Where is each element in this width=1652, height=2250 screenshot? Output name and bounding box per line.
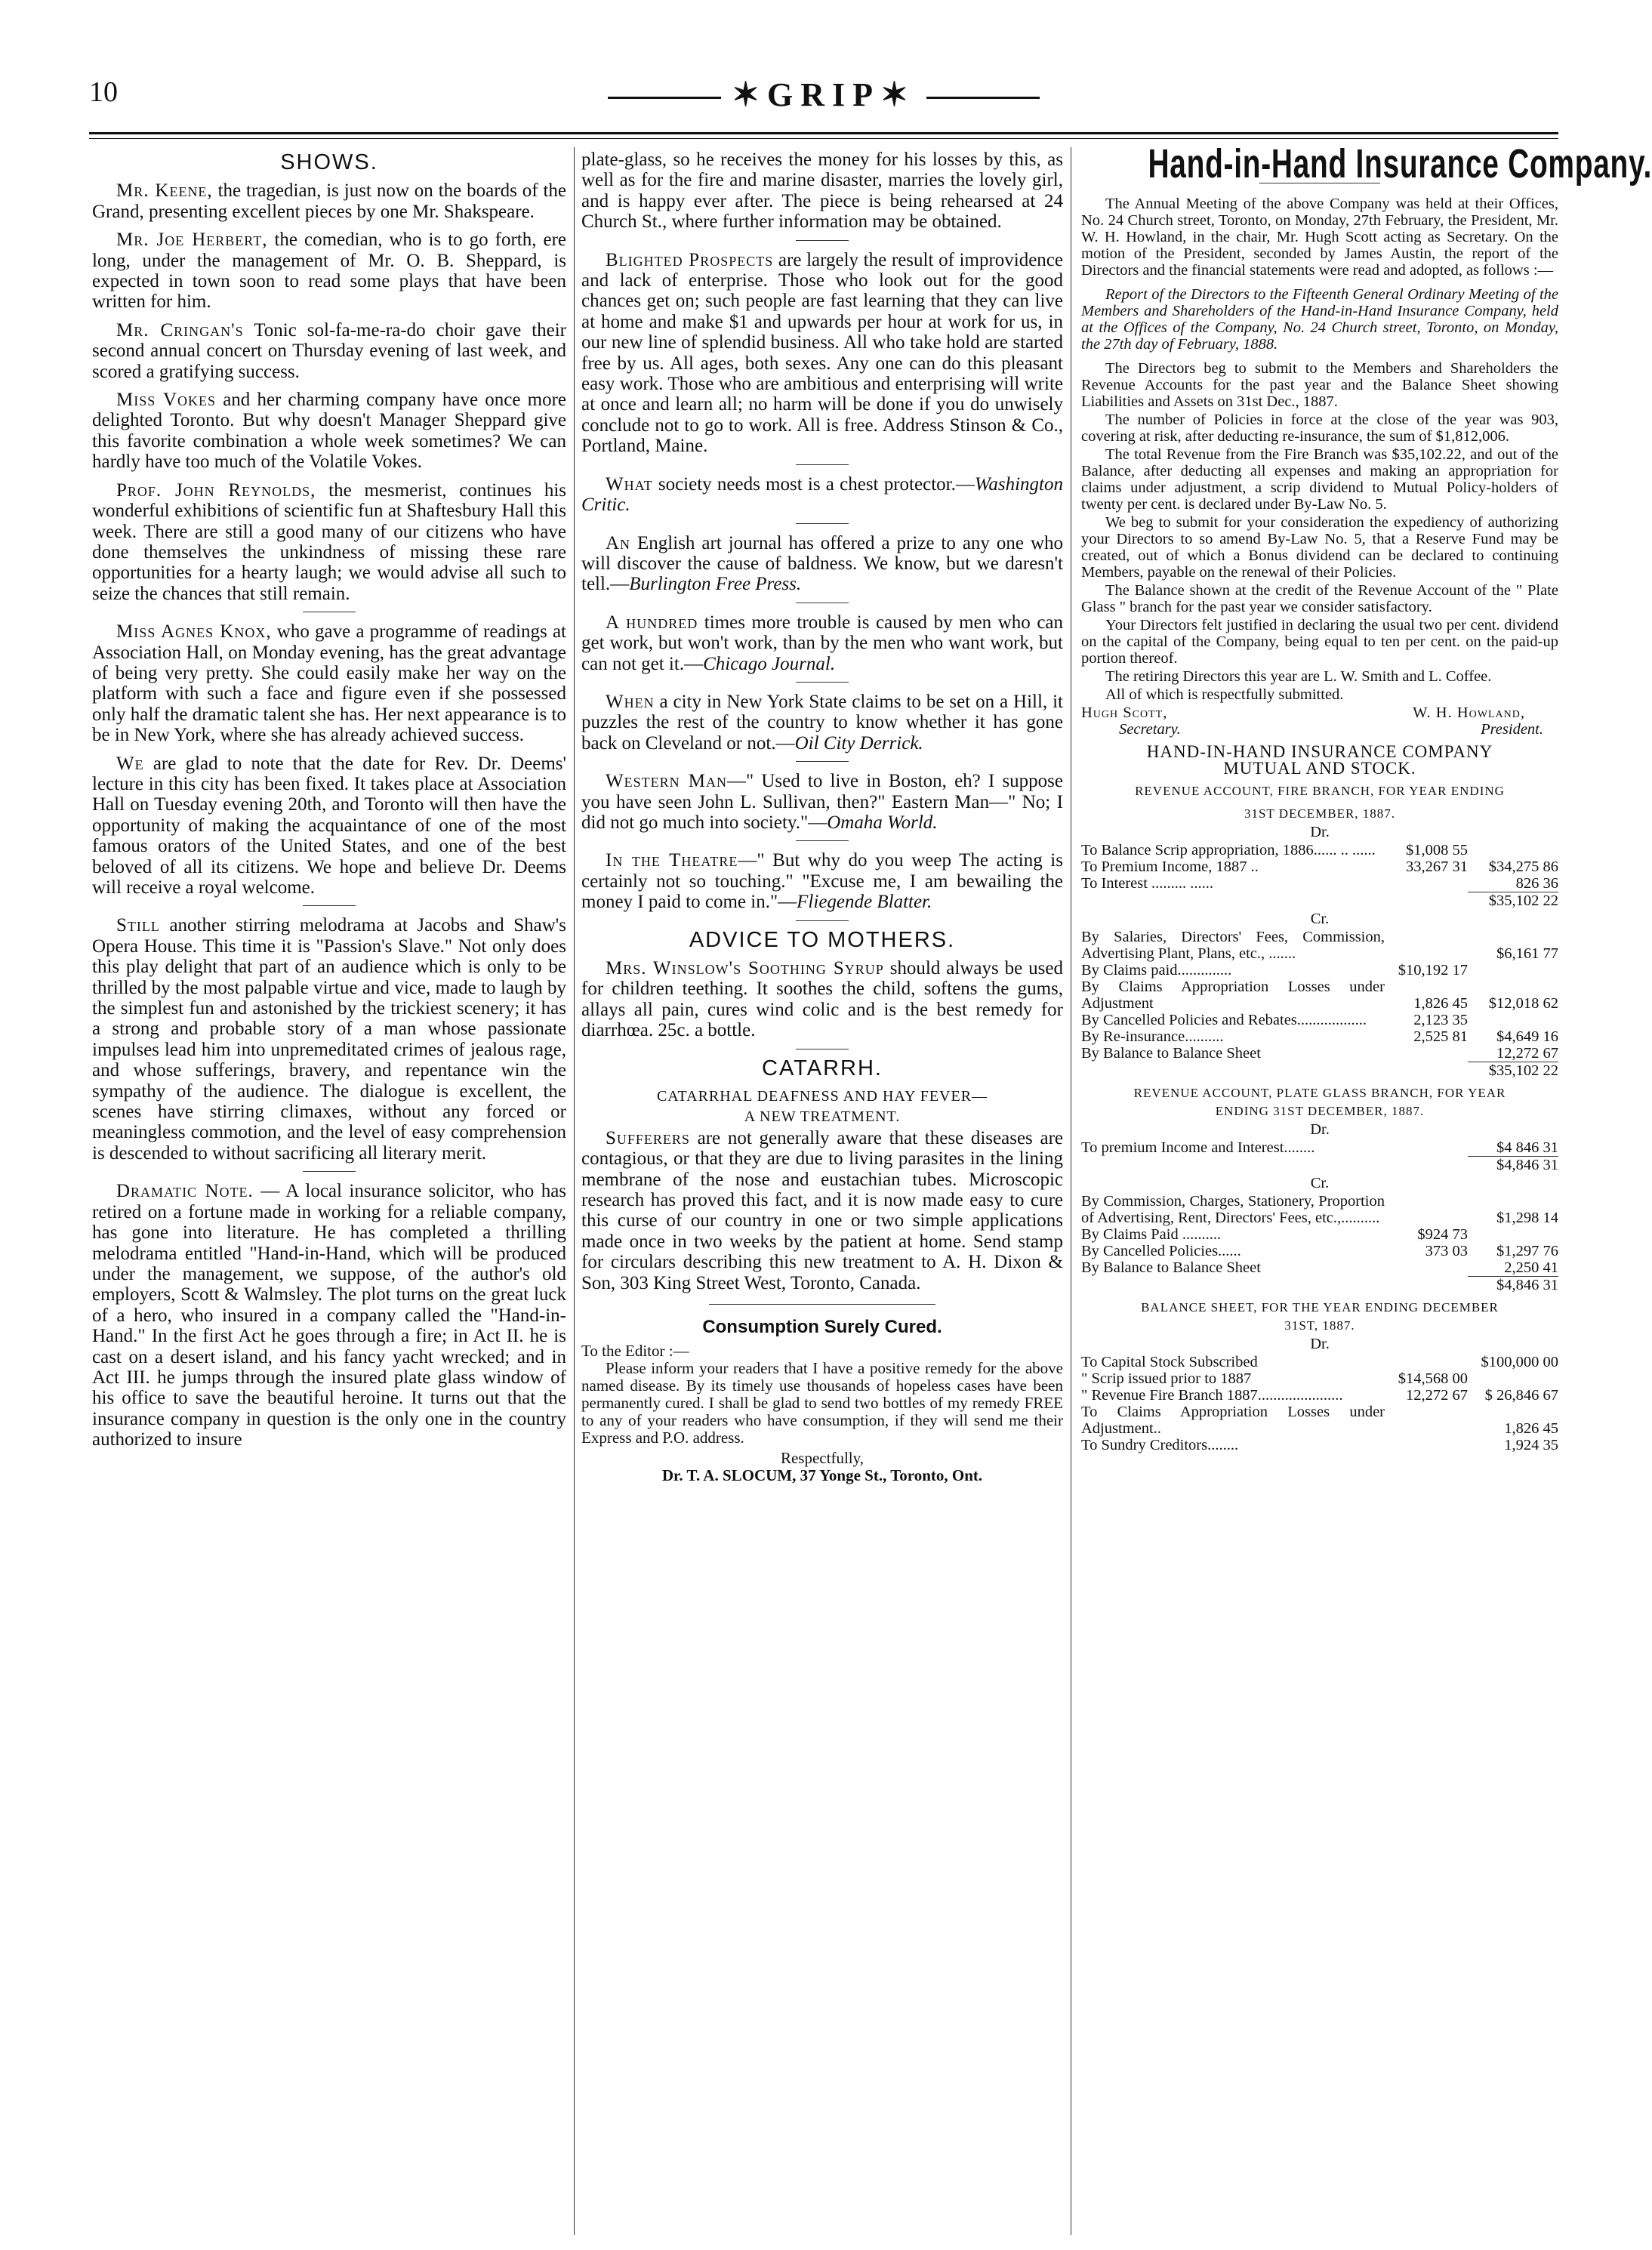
account-row-label: By Claims Paid .......... [1081,1226,1222,1243]
glass-dr-label: Dr. [1310,1121,1330,1138]
divider [303,905,356,906]
account-row [1081,1028,1558,1045]
account-row-label: By Claims paid.............. [1081,962,1232,979]
consumption-text: Please inform your readers that I have a positive remedy for the above named disease. By its timely use thousands of hopeless cases have been permanently cured. I shall be glad to send two bottles of my remedy FREE to any of your readers who have consumption, if they will send me their Express and P.O. address. [581,1358,1063,1447]
account-row-total: 1,924 35 [1504,1437,1558,1453]
divider [796,840,849,841]
company-subtitle: MUTUAL AND STOCK. [1223,759,1416,778]
account-row [1081,842,1558,858]
article-still: Still another stirring melodrama at Jacobs and Shaw's Opera House. This time it is "Passion's Slave." Not only does this play delight that part of an audience which is only to be thrilled by the most palpable virtue and vice, made to laugh by the simplest fun and astonished by the trickiest scenery; it has a strong and probable story of a man whose passionate impulses lead him into unpremeditated crimes of jealous rage, and whose sufferings, bravery, and repentance win the sympathy of the audience. The dialogue is excellent, the scenes have stirring climaxes, without any forced or meaningless commotion, and the level of easy comprehension is descended to without sacrificing all literary merit. [92,915,566,1164]
divider [796,682,849,683]
account-row-total: $4 846 31 [1496,1139,1558,1156]
account-row [1081,1045,1558,1062]
article-dramatic-note: Dramatic Note. — A local insurance solicitor, who has retired on a fortune made in working for a reliable company, has gone into literature. He has completed a thrilling melodrama entitled "Hand-in-Hand, which will be produced under the management, we suppose, of the author's old employers, Scott & Walmsley. The plot turns on the great luck of a hero, who insured in a company called the "Hand-in-Hand." In the first Act he goes through a fire; in Act II. he is cast on a desert island, and his fancy yacht wrecked; and in Act III. he jumps through the insured plate glass window of his office to save the beautiful heroine. It turns out that the insurance company in question is the only one in the country authorized to insure [92,1181,567,1450]
divider [796,761,849,762]
report-para-4: We beg to submit for your consideration the expediency of authorizing your Directors to so amend By-Law No. 5, that a Reserve Fund may be created, out of which a Bonus dividend can be declared to continuing Members, payable on the renewal of their Policies. [1081,514,1558,581]
article-hundred: A hundred times more trouble is caused by men who can get work, but won't work, than by the men who want work, but can not get it.—Chicago Journal. [581,612,1064,674]
account-row-label: To Premium Income, 1887 .. [1081,858,1259,875]
article-blighted: Blighted Prospects are largely the result of improvidence and lack of enterprise. Those who look out for the good chances get on; such people are fast learning that they can live at home and make $1 and upwards per hour at work for us, in our new line of splendid business. All who take hold are started free by us. All ages, both sexes. Any one can do this pleasant easy work. Those who are ambitious and enterprising will write at once and learn all; no harm will be done if you do unwisely conclude not to go to work. All is free. Address Stinson & Co., Portland, Maine. [581,249,1064,457]
account-row-amount: 2,123 35 [1413,1012,1468,1028]
article-continued: plate-glass, so he receives the money for his losses by this, as well as for the fire and marine disaster, marries the lovely girl, and is happy ever after. The piece is being rehearsed at 24 Church St., where further information may be obtained. [581,149,1063,233]
divider [796,464,849,465]
account-row-label: By Cancelled Policies...... [1081,1243,1241,1259]
article-herbert: Mr. Joe Herbert, the comedian, who is to go forth, ere long, under the management of Mr. O. B. Sheppard, is expected in town soon to read some plays that have been written for him. [92,230,567,313]
divider [796,920,849,921]
account-row-label: By Re-insurance.......... [1081,1028,1224,1045]
article-vokes: Miss Vokes and her charming company have once more delighted Toronto. But why doesn't Manager Sheppard give this favorite combination a whole week sometimes? We can hardly have too much of the Volatile Vokes. [92,390,566,473]
account-row-total: $35,102 22 [1468,1062,1558,1079]
account-row-total: $1,297 76 [1496,1243,1558,1259]
report-para-2: The number of Policies in force at the close of the year was 903, covering at risk, after deducting re-insurance, the sum of $1,812,006. [1081,411,1558,445]
account-row [1081,1276,1558,1293]
insurance-heading: Hand-in-Hand Insurance Company. [1148,141,1652,186]
account-row-label: " Revenue Fire Branch 1887...................... [1081,1387,1343,1404]
account-row [1081,1354,1558,1370]
glass-account-credits [1081,1193,1558,1293]
fire-dr-label: Dr. [1310,824,1330,840]
account-row-total: $34,275 86 [1488,858,1558,875]
header-rule-thin [89,138,1558,139]
account-row-label: To premium Income and Interest........ [1081,1139,1315,1156]
account-row-label: By Balance to Balance Sheet [1081,1259,1261,1276]
account-row-total: $100,000 00 [1481,1354,1558,1370]
account-row [1081,875,1558,892]
catarrh-heading: CATARRH. [762,1056,883,1080]
article-knox: Miss Agnes Knox, who gave a programme of readings at Association Hall, on Monday evening, has the great advantage of being very pretty. She could easily make her way on the platform with such a face and figure even if she possessed only half the dramatic talent she has. Her next appearance is to be in New York, where she has already achieved success. [92,621,567,746]
consumption-signature: Dr. T. A. SLOCUM, 37 Yonge St., Toronto, Ont. [661,1466,983,1484]
account-row-label: To Sundry Creditors........ [1081,1437,1239,1453]
signature-president: W. H. Howland, President. [1413,704,1543,738]
article-deems: We are glad to note that the date for Rev. Dr. Deems' lecture in this city has been fixed. It takes place at Association Hall on Tuesday evening 20th, and Toronto will then have the opportunity of making the acquaintance of one of the most famous orators of the United States, and one of the best beloved of all its citizens. We hope and believe Dr. Deems will receive a royal welcome. [92,753,566,898]
account-row-label: By Balance to Balance Sheet [1081,1045,1261,1062]
catarrh-subheading: CATARRHAL DEAFNESS AND HAY FEVER— [656,1088,988,1105]
divider [709,1304,935,1305]
report-title: Report of the Directors to the Fifteenth General Ordinary Meeting of the Members and Shareholders of the Hand-in-Hand Insurance Company, held at the Offices of the Company, No. 24 Church street, Toronto, on Monday, the 27th day of February, 1888. [1081,286,1558,353]
article-theatre: In the Theatre—" But why do you weep The acting is certainly not so touching." "Excuse me, I am bewailing the money I paid to come in."—Fliegende Blatter. [581,850,1063,913]
report-para-1: The Directors beg to submit to the Members and Shareholders the Revenue Accounts for the past year and the Balance Sheet showing Liabilities and Assets on 31st Dec., 1887. [1081,360,1558,410]
account-row-total: $35,102 22 [1468,892,1558,909]
account-row-amount: $14,568 00 [1398,1370,1468,1387]
advice-heading: ADVICE TO MOTHERS. [689,927,956,952]
account-row [1081,1259,1558,1276]
account-row [1081,1437,1558,1453]
account-row [1081,962,1558,979]
page-header [89,76,1558,136]
account-row-label: To Interest ......... ...... [1081,875,1214,892]
account-row-label: To Claims Appropriation Losses under Adjustment.. [1081,1404,1385,1437]
divider [303,1171,356,1172]
account-row-total: $4,846 31 [1468,1156,1558,1173]
account-row [1081,1062,1558,1079]
consumption-close: Respectfully, [780,1448,865,1467]
account-row-total: 1,826 45 [1504,1420,1558,1437]
report-para-7: The retiring Directors this year are L. W. Smith and L. Coffee. [1105,668,1492,685]
account-row [1081,979,1558,1012]
masthead: ✶GRIP✶ [89,76,1558,114]
account-row [1081,1370,1558,1387]
catarrh-subheading-2: A NEW TREATMENT. [744,1108,901,1126]
article-an: An English art journal has offered a prize to any one who will discover the cause of baldness. We know, but we daresn't tell.—Burlington Free Press. [581,532,1063,595]
balance-sheet-title-2: 31ST, 1887. [1284,1318,1355,1333]
article-reynolds: Prof. John Reynolds, the mesmerist, continues his wonderful exhibitions of scientific fun at Shaftesbury Hall this week. There are still a good many of our citizens who have done themselves the unkindness of missing these rare opportunities for a hearty laugh; we would advise all such to seize the chances that still remain. [92,479,566,604]
account-row-total: $1,298 14 [1496,1210,1558,1226]
account-row-label: By Claims Appropriation Losses under Adjustment [1081,979,1385,1012]
section-heading: SHOWS. [280,150,378,174]
report-para-3: The total Revenue from the Fire Branch was $35,102.22, and out of the Balance, after deducting all expenses and making an appropriation for claims under adjustment, a scrip dividend to Mutual Policy-holders of twenty per cent. is declared under By-Law No. 5. [1081,446,1558,513]
account-row-label: To Capital Stock Subscribed [1081,1354,1258,1370]
article-what: What society needs most is a chest protector.—Washington Critic. [581,473,1063,516]
account-row-total: 826 36 [1515,875,1558,892]
fire-account-title-2: 31ST DECEMBER, 1887. [1244,806,1396,821]
account-row [1081,1243,1558,1259]
account-row [1081,1226,1558,1243]
account-row-total: $ 26,846 67 [1484,1387,1558,1404]
account-row-amount: 12,272 67 [1406,1387,1468,1404]
balance-sheet-title: BALANCE SHEET, FOR THE YEAR ENDING DECEMBER [1141,1300,1499,1315]
account-row [1081,1193,1558,1226]
divider [796,523,849,524]
report-para-5: The Balance shown at the credit of the Revenue Account of the " Plate Glass " branch for the past year we consider satisfactory. [1081,582,1558,615]
report-para-8: All of which is respectfully submitted. [1105,686,1344,703]
insurance-intro: The Annual Meeting of the above Company was held at their Offices, No. 24 Church street, Toronto, on Monday, 27th February, the President, Mr. W. H. Howland, in the chair, Mr. Hugh Scott acting as Secretary. On the motion of the President, seconded by James Austin, the report of the Directors and the financial statements were read and adopted, as follows :— [1081,196,1558,279]
account-row-amount: $924 73 [1417,1226,1468,1243]
glass-cr-label: Cr. [1310,1175,1330,1191]
signatures [1081,704,1543,738]
glass-account-title: REVENUE ACCOUNT, PLATE GLASS BRANCH, FOR YEAR [1133,1086,1506,1100]
header-rule [89,132,1558,134]
account-row-label: To Balance Scrip appropriation, 1886...... .. ...... [1081,842,1376,858]
account-row-amount: $10,192 17 [1398,962,1468,979]
article-keene: Mr. Keene, the tragedian, is just now on the boards of the Grand, presenting excellent pieces by one Mr. Shakspeare. [92,180,566,222]
account-row-total: 2,250 41 [1504,1259,1558,1276]
balance-sheet-debits [1081,1354,1558,1453]
fire-cr-label: Cr. [1310,911,1330,927]
balance-dr-label: Dr. [1310,1336,1330,1352]
account-row [1081,1387,1558,1404]
account-row-label: By Cancelled Policies and Rebates.................. [1081,1012,1367,1028]
report-para-6: Your Directors felt justified in declaring the usual two per cent. dividend on the capital of the Company, being equal to ten per cent. on the paid-up portion thereof. [1081,617,1558,667]
account-row [1081,1156,1558,1173]
account-row [1081,929,1558,962]
account-row-total: $6,161 77 [1496,945,1558,962]
account-row [1081,892,1558,909]
company-title: HAND-IN-HAND INSURANCE COMPANY [1146,742,1493,761]
fire-account-title: REVENUE ACCOUNT, FIRE BRANCH, FOR YEAR ENDING [1135,784,1505,798]
account-row-amount: 373 03 [1425,1243,1468,1259]
masthead-title: GRIP [767,76,880,113]
article-cringan: Mr. Cringan's Tonic sol-fa-me-ra-do choir gave their second annual concert on Thursday evening of last week, and scored a gratifying success. [92,319,566,382]
account-row-total: 12,272 67 [1496,1045,1558,1062]
account-row [1081,1012,1558,1028]
article-catarrh: Sufferers are not generally aware that these diseases are contagious, or that they are due to living parasites in the lining membrane of the nose and eustachian tubes. Microscopic research has proved this fact, and it is now made easy to cure this curse of our country in one or two simple applications made once in two weeks by the patient at home. Send stamp for circulars describing this new treatment to A. H. Dixon & Son, 303 King Street West, Toronto, Canada. [581,1127,1063,1293]
page-number: 10 [89,76,118,108]
account-row-total: $4,649 16 [1496,1028,1558,1045]
divider [796,240,849,241]
account-row-amount: 1,826 45 [1413,995,1468,1012]
account-row-label: " Scrip issued prior to 1887 [1081,1370,1252,1387]
column-miscellany [581,149,1063,2235]
glass-account-debits [1081,1139,1558,1173]
account-row-total: $12,018 62 [1488,995,1558,1012]
account-row-amount: 33,267 31 [1406,858,1468,875]
account-row-amount: 2,525 81 [1413,1028,1468,1045]
account-row-total: $4,846 31 [1468,1276,1558,1293]
article-advice: Mrs. Winslow's Soothing Syrup should always be used for children teething. It soothes the child, softens the gums, allays all pain, cures wind colic and is the best remedy for diarrhœa. 25c. a bottle. [581,958,1063,1041]
account-row-amount: $1,008 55 [1406,842,1468,858]
column-shows [92,149,566,2235]
account-row-label: By Salaries, Directors' Fees, Commission, Advertising Plant, Plans, etc., ....... [1081,929,1385,962]
fire-account-debits [1081,842,1558,909]
article-western: Western Man—" Used to live in Boston, eh? I suppose you have seen John L. Sullivan, then?" Eastern Man—" No; I did not go much into society."—Omaha World. [581,771,1063,833]
column-divider [574,147,575,2235]
signature-secretary: Hugh Scott, Secretary. [1081,704,1181,738]
consumption-salutation: To the Editor :— [581,1341,689,1360]
article-when: When a city in New York State claims to be set on a Hill, it puzzles the rest of the country to know whether it has gone back on Cleveland or not.—Oil City Derrick. [581,691,1064,754]
account-row [1081,858,1558,875]
account-row [1081,1139,1558,1156]
column-insurance [1081,141,1652,2235]
account-row [1081,1404,1558,1437]
fire-account-credits [1081,929,1558,1079]
glass-account-title-2: ENDING 31ST DECEMBER, 1887. [1215,1104,1425,1118]
account-row-label: By Commission, Charges, Stationery, Proportion of Advertising, Rent, Directors' Fees, etc.,.......... [1081,1193,1385,1226]
consumption-heading: Consumption Surely Cured. [702,1317,942,1338]
